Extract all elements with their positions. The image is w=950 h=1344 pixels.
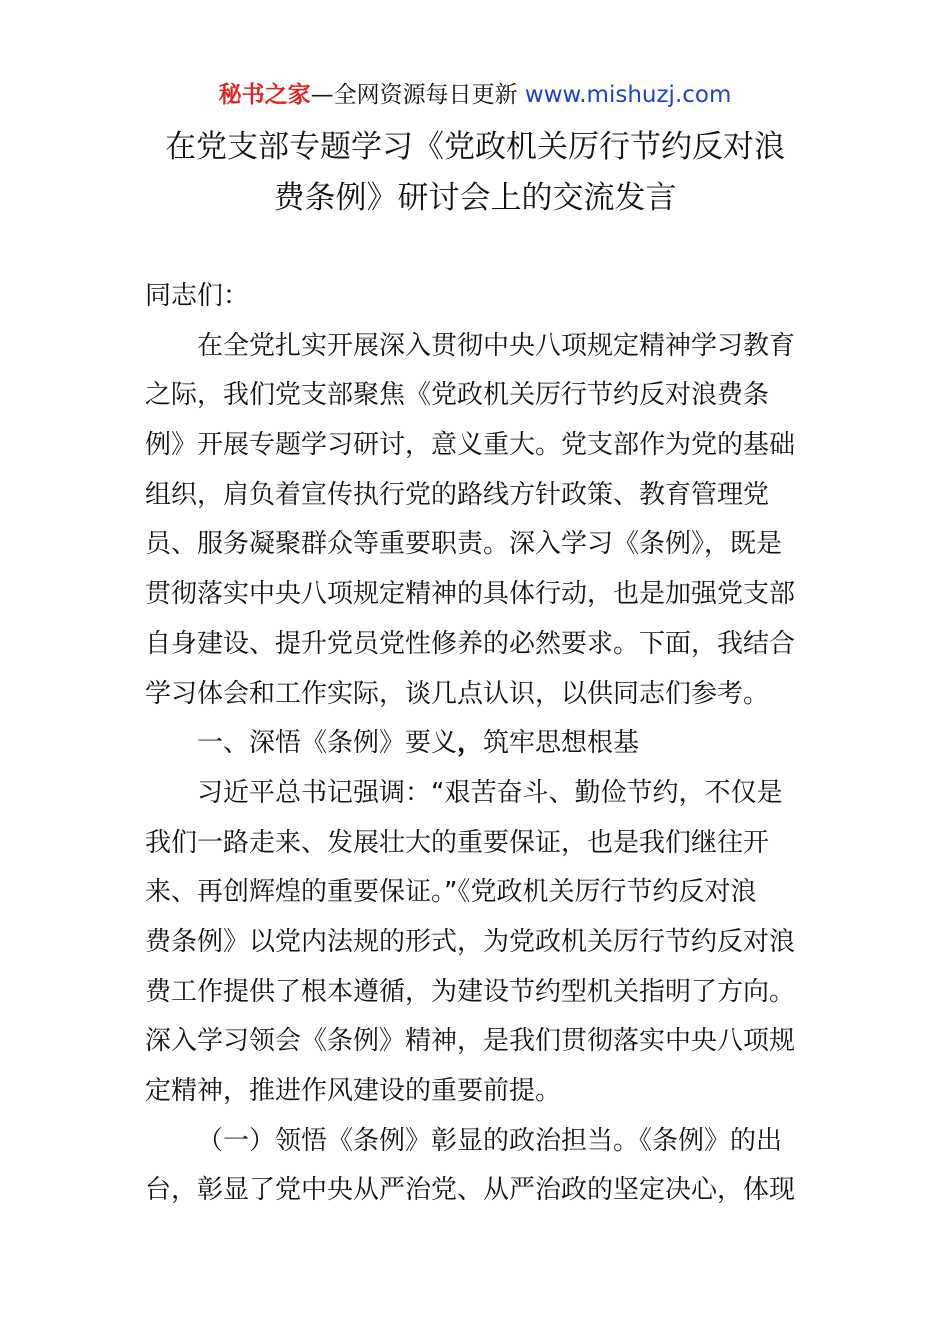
paragraph-line: 贯彻落实中央八项规定精神的具体行动，也是加强党支部: [145, 579, 796, 610]
section-heading: [145, 719, 810, 769]
site-url-link[interactable]: www.mishuzj.com: [524, 82, 732, 108]
site-header: [0, 78, 950, 112]
paragraph-line: 习近平总书记强调：“艰苦奋斗、勤俭节约，不仅是: [197, 777, 783, 808]
paragraph-line: 费条例》以党内法规的形式，为党政机关厉行节约反对浪: [145, 926, 796, 957]
section-heading-separator: ，: [457, 728, 484, 759]
paragraph-line: 员、服务凝聚群众等重要职责。深入学习《条例》，既是: [145, 529, 783, 560]
paragraph-line: 费工作提供了根本遵循，为建设节约型机关指明了方向。: [145, 976, 796, 1007]
paragraph-line: 在全党扎实开展深入贯彻中央八项规定精神学习教育: [197, 330, 796, 361]
header-tagline: —全网资源每日更新: [310, 82, 525, 108]
paragraph-line: 之际，我们党支部聚焦《党政机关厉行节约反对浪费条: [145, 380, 770, 411]
title-line: 在党支部专题学习《党政机关厉行节约反对浪: [165, 129, 785, 165]
paragraph-line: 学习体会和工作实际，谈几点认识，以供同志们参考。: [145, 678, 770, 709]
paragraph-line: 组织，肩负着宣传执行党的路线方针政策、教育管理党: [145, 479, 770, 510]
paragraph-line: 深入学习领会《条例》精神，是我们贯彻落实中央八项规: [145, 1026, 796, 1057]
paragraph-line: 来、再创辉煌的重要保证。”《党政机关厉行节约反对浪: [145, 877, 757, 908]
paragraph-line: 自身建设、提升党员党性修养的必然要求。下面，我结合: [145, 628, 796, 659]
document-title: [140, 122, 810, 224]
document-body: [145, 272, 810, 1216]
paragraph-line: 我们一路走来、发展壮大的重要保证，也是我们继往开: [145, 827, 770, 858]
title-line: 费条例》研讨会上的交流发言: [273, 180, 677, 216]
paragraph-line: 台，彰显了党中央从严治党、从严治政的坚定决心，体现: [145, 1175, 796, 1206]
paragraph-line: 例》开展专题学习研讨，意义重大。党支部作为党的基础: [145, 430, 796, 461]
section-heading-part: 筑牢思想根基: [483, 728, 640, 759]
paragraph-line: 定精神，推进作风建设的重要前提。: [145, 1076, 562, 1106]
paragraph-line: （一）领悟《条例》彰显的政治担当。《条例》的出: [197, 1125, 783, 1156]
salutation: 同志们：: [145, 281, 250, 311]
brand-name: 秘书之家: [218, 82, 311, 108]
section-heading-part: 一、深悟《条例》要义: [197, 728, 458, 759]
